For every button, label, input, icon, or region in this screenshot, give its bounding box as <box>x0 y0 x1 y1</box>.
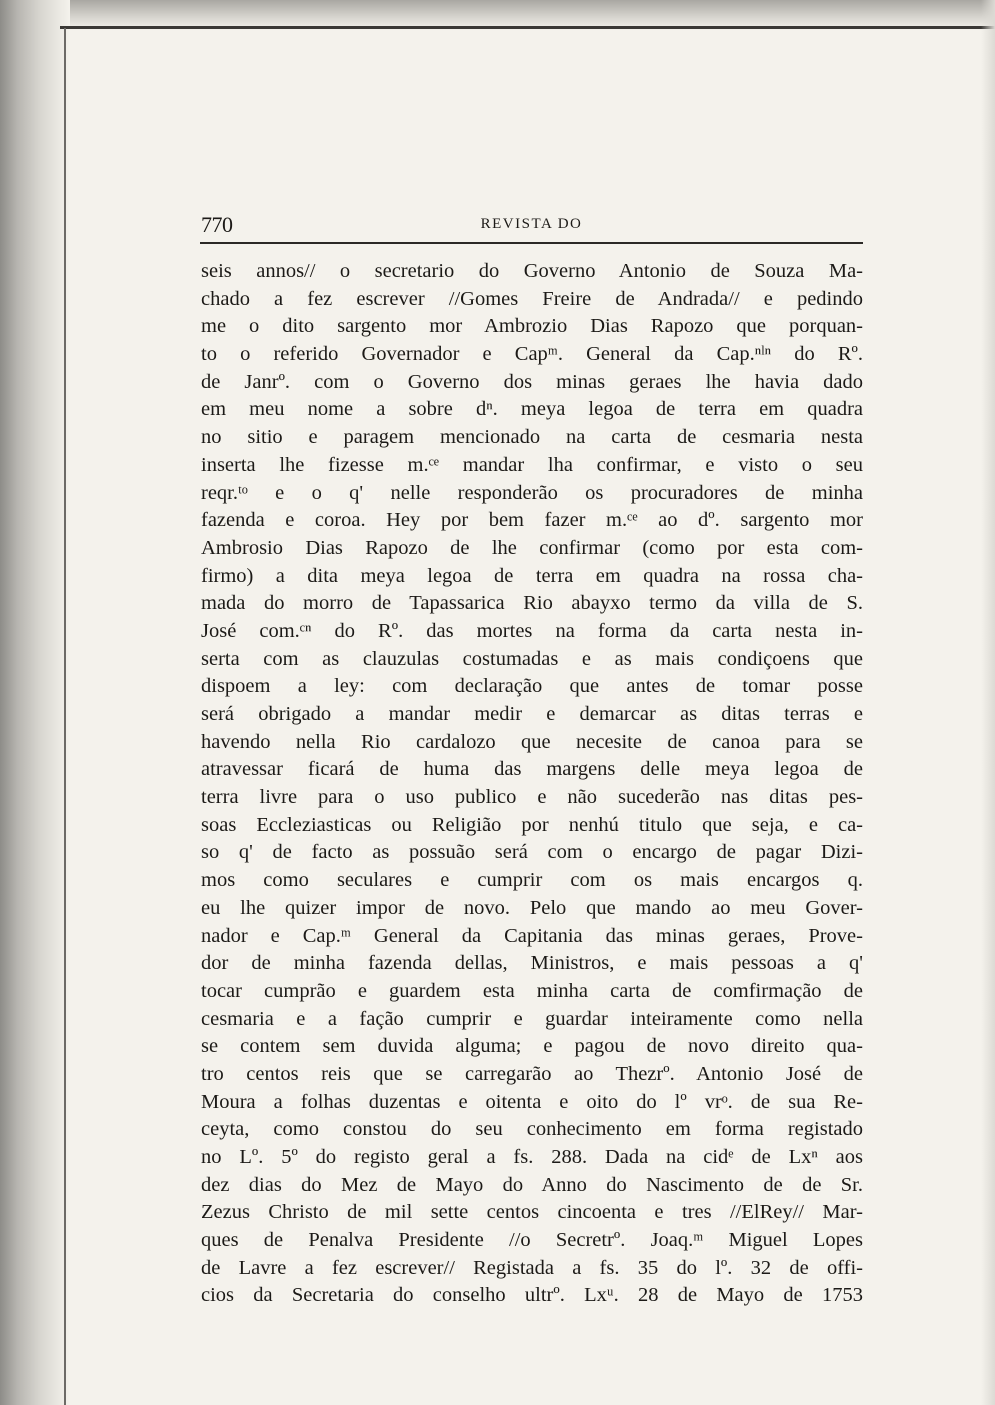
text-line: mos como seculares e cumprir com os mais encargos q. <box>201 869 863 892</box>
text-line: soas Eccleziasticas ou Religião por nenhú titulo que seja, e ca- <box>201 813 863 836</box>
text-line: ques de Penalva Presidente //o Secretrº. Joaq.ᵐ Miguel Lopes <box>201 1229 863 1252</box>
body-text <box>201 258 863 1310</box>
text-line: atravessar ficará de huma das margens delle meya legoa de <box>201 758 863 781</box>
text-line: cios da Secretaria do conselho ultrº. Lxᵘ. 28 de Mayo de 1753 <box>201 1284 863 1307</box>
text-line: mada do morro de Tapassarica Rio abayxo termo da villa de S. <box>201 592 863 615</box>
running-head: REVISTA DO <box>480 216 583 232</box>
scan-right-shadow <box>981 0 995 1405</box>
text-line: ceyta, como constou do seu conhecimento em forma registado <box>201 1118 863 1141</box>
text-line: no sitio e paragem mencionado na carta de cesmaria nesta <box>201 426 863 449</box>
page-edge-rule <box>60 26 995 29</box>
text-line: cesmaria e a fação cumprir e guardar inteiramente como nella <box>201 1007 863 1030</box>
text-line: fazenda e coroa. Hey por bem fazer m.ᶜᵉ ao dº. sargento mor <box>201 509 863 532</box>
text-line: terra livre para o uso publico e não sucederão nas ditas pes- <box>201 786 863 809</box>
text-line: Moura a folhas duzentas e oitenta e oito do lº vrᵒ. de sua Re- <box>201 1090 863 1113</box>
text-line: em meu nome a sobre dⁿ. meya legoa de terra em quadra <box>201 398 863 421</box>
text-line: tro centos reis que se carregarão ao Thezrº. Antonio José de <box>201 1062 863 1085</box>
text-line: to o referido Governador e Capᵐ. General da Cap.ⁿˡⁿ do Rº. <box>201 343 863 366</box>
text-line: de Lavre a fez escrever// Registada a fs. 35 do lº. 32 de offi- <box>201 1256 863 1279</box>
text-line: chado a fez escrever //Gomes Freire de Andrada// e pedindo <box>201 287 863 310</box>
text-line: Ambrosio Dias Rapozo de lhe confirmar (como por esta com- <box>201 536 863 559</box>
text-line: firmo) a dita meya legoa de terra em quadra na rossa cha- <box>201 564 863 587</box>
text-line: seis annos// o secretario do Governo Antonio de Souza Ma- <box>201 260 863 282</box>
text-line: inserta lhe fizesse m.ᶜᵉ mandar lha confirmar, e visto o seu <box>201 453 863 476</box>
text-line: no Lº. 5º do registo geral a fs. 288. Dada na cidᵉ de Lxⁿ aos <box>201 1146 863 1168</box>
text-line: me o dito sargento mor Ambrozio Dias Rapozo que porquan- <box>201 315 863 338</box>
text-line: havendo nella Rio cardalozo que necesite de canoa para se <box>201 730 863 753</box>
text-line: Zezus Christo de mil sette centos cincoenta e tres //ElRey// Mar- <box>201 1201 863 1224</box>
text-line: eu lhe quizer impor de novo. Pelo que mando ao meu Gover- <box>201 896 863 919</box>
page-edge-left <box>64 28 66 1405</box>
text-line: se contem sem duvida alguma; e pagou de novo direito qua- <box>201 1035 863 1058</box>
text-line: dor de minha fazenda dellas, Ministros, e mais pessoas a q' <box>201 952 863 975</box>
text-line: serta com as clauzulas costumadas e as mais condiçoens que <box>201 647 863 670</box>
page-header <box>200 210 863 244</box>
text-line: nador e Cap.ᵐ General da Capitania das minas geraes, Prove- <box>201 924 863 947</box>
page-number: 770 <box>201 212 233 237</box>
text-line: tocar cumprão e guardem esta minha carta de comfirmação de <box>201 979 863 1002</box>
text-line: dispoem a ley: com declaração que antes de tomar posse <box>201 675 863 698</box>
scan-binding-shadow <box>0 0 70 1405</box>
text-line: José com.ᶜⁿ do Rº. das mortes na forma da carta nesta in- <box>201 619 863 642</box>
text-line: dez dias do Mez de Mayo do Anno do Nascimento de de Sr. <box>201 1173 863 1196</box>
text-line: reqr.ᵗᵒ e o q' nelle responderão os procuradores de minha <box>201 481 863 504</box>
text-line: so q' de facto as possuão será com o encargo de pagar Dizi- <box>201 841 863 864</box>
text-line: de Janrº. com o Governo dos minas geraes lhe havia dado <box>201 370 863 393</box>
text-line: será obrigado a mandar medir e demarcar as ditas terras e <box>201 703 863 725</box>
